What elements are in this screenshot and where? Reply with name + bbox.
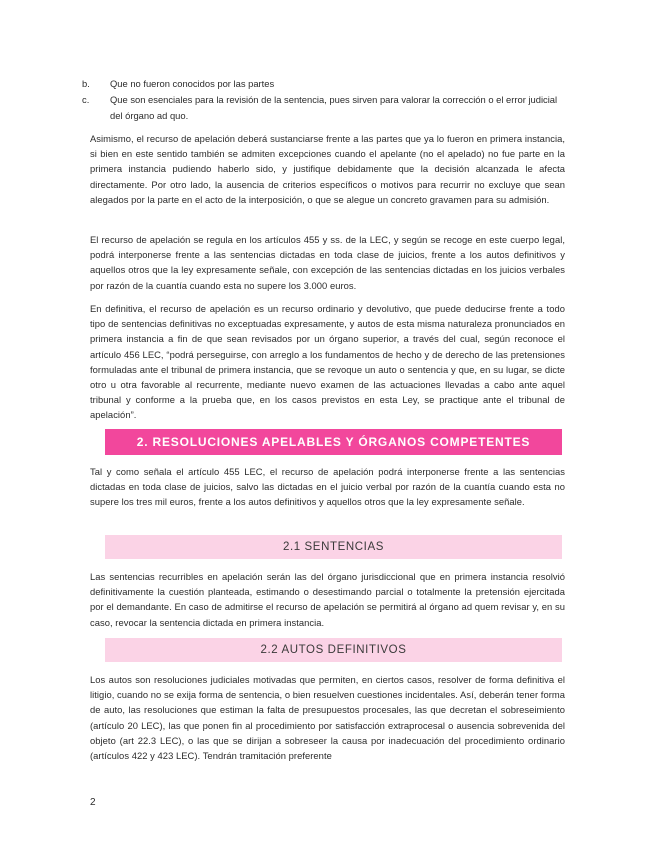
list-item <box>82 76 572 92</box>
paragraph-regulation: El recurso de apelación se regula en los artículos 455 y ss. de la LEC, y según se recoge en este cuerpo legal, podrá interponerse frente a las sentencias dictadas en toda clase de juicios, frente a los autos definitivos y aquellos otros que la ley expresamente señale, con excepción de las sentencias dictadas en los juicios verbales por razón de la cuantía cuando esta no supere los 3.000 euros. <box>90 234 565 291</box>
list-item <box>82 92 572 124</box>
list <box>82 76 572 124</box>
paragraph-sentencias: Las sentencias recurribles en apelación serán las del órgano jurisdiccional que en primera instancia resolvió definitivamente la cuestión planteada, estimando o desestimando parcial o totalmente la pretensión ejercitada por el demandante. En caso de admitirse el recurso de apelación se permitirá al órgano ad quem revisar y, en su caso, revocar la sentencia dictada en primera instancia. <box>90 571 565 628</box>
section-heading: 2. RESOLUCIONES APELABLES Y ÓRGANOS COMPETENTES <box>105 429 562 455</box>
paragraph-admission: Asimismo, el recurso de apelación deberá sustanciarse frente a las partes que ya lo fueron en primera instancia, si bien en este sentido también se admiten excepciones cuando el apelante (no el apelado) no fue parte en la primera instancia pudiendo haberlo sido, y justifique debidamente que la decisión alcanzada le afecta directamente. Por otro lado, la ausencia de criterios específicos o motivos para recurrir no excluye que sean alegados por la parte en el acto de la interposición, o que se alegue un concreto gravamen para su admisión. <box>90 133 565 205</box>
paragraph-autos: Los autos son resoluciones judiciales motivadas que permiten, en ciertos casos, resolver de forma definitiva el litigio, cuando no se exija forma de sentencia, o bien resuelven cuestiones incidentales. Así, deberán tener forma de auto, las resoluciones que estiman la falta de presupuestos procesales, las que decretan el sobreseimiento (artículo 20 LEC), las que ponen fin al procedimiento por satisfacción extraprocesal o ausencia sobrevenida del objeto (art 22.3 LEC), o las que se dirijan a sobreseer la causa por inadecuación del procedimiento ordinario (artículos 422 y 423 LEC). Tendrán tramitación preferente <box>90 674 565 762</box>
subsection-heading-sentencias: 2.1 SENTENCIAS <box>105 535 562 559</box>
paragraph-appealable: Tal y como señala el artículo 455 LEC, el recurso de apelación podrá interponerse frente a las sentencias dictadas en toda clase de juicios, salvo las dictadas en el juicio verbal por razón de la cuantía cuando esta no supere los tres mil euros, frente a los autos definitivos y aquellos otros que la ley expresamente señale. <box>90 466 565 508</box>
subsection-heading-autos: 2.2 AUTOS DEFINITIVOS <box>105 638 562 662</box>
list-marker: b. <box>82 78 90 89</box>
list-item-text: Que son esenciales para la revisión de la sentencia, pues sirven para valorar la corrección o el error judicial del órgano ad quo. <box>110 94 558 121</box>
paragraph-definition: En definitiva, el recurso de apelación es un recurso ordinario y devolutivo, que puede deducirse frente a todo tipo de sentencias definitivas no exceptuadas expresamente, y autos de esta misma naturaleza pronunciados en primera instancia a fin de que sean revisados por un órgano superior, a través del cual, según reconoce el artículo 456 LEC, “podrá perseguirse, con arreglo a los fundamentos de hecho y de derecho de las pretensiones formuladas ante el tribunal de primera instancia, que se revoque un auto o sentencia y que, en su lugar, se dicte otro u otra favorable al recurrente, mediante nuevo examen de las actuaciones llevadas a cabo ante aquel tribunal y conforme a la prueba que, en los casos previstos en esta Ley, se practique ante el tribunal de apelación”. <box>90 303 565 421</box>
list-item-text: Que no fueron conocidos por las partes <box>110 78 275 89</box>
list-marker: c. <box>82 94 90 105</box>
page-number: 2 <box>90 797 96 808</box>
